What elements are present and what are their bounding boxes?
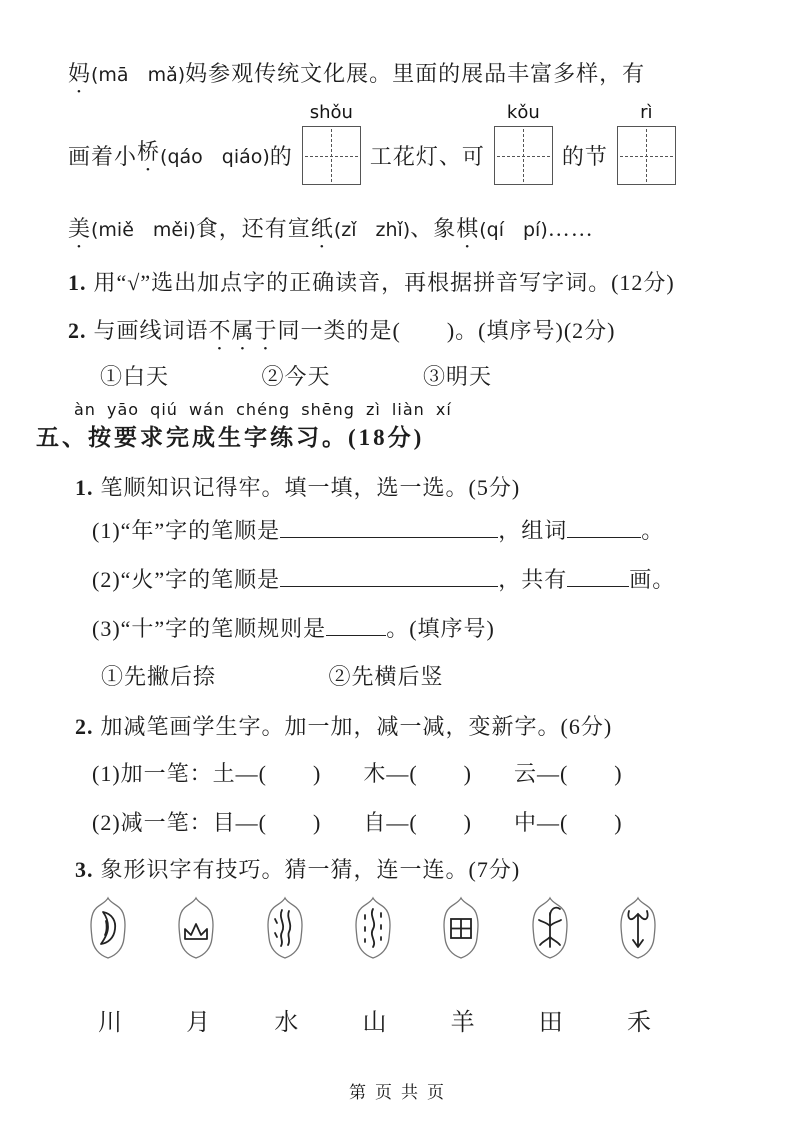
match-answer-char: 月 [186, 1010, 211, 1036]
passage-text: 画着小 [68, 144, 138, 169]
question-text: 与画线词语 [93, 318, 209, 343]
oracle-field-icon [437, 895, 485, 961]
fill-text: (3)“十”字的笔顺规则是 [92, 616, 327, 641]
emphasized-chars: 不属于 [208, 318, 278, 343]
item-text: 笔顺知识记得牢。填一填，选一选。(5分) [100, 475, 521, 500]
pictograph-badge [614, 895, 662, 961]
pictograph-badge [172, 895, 220, 961]
pinyin-choice: (qí pí) [479, 219, 548, 241]
pinyin-choice: (qáo qiáo) [160, 146, 270, 168]
passage-text: 工花灯、可 [369, 144, 485, 169]
passage-line-1 [68, 57, 645, 98]
pinyin-choice: (miě měi) [91, 219, 196, 241]
answer-cell: 土—( ) [212, 761, 322, 786]
section5-item-1 [75, 471, 520, 502]
fill-text: (2)“火”字的笔顺是 [92, 567, 281, 592]
passage-text: 妈参观传统文化展。里面的展品丰富多样，有 [185, 61, 646, 86]
fill-row-2 [92, 563, 675, 594]
emphasized-char: 棋 [456, 216, 480, 241]
match-answer-char: 田 [538, 1010, 563, 1036]
section5-item-3 [75, 853, 520, 884]
blank-line [567, 582, 629, 587]
pinyin-label: shǒu [309, 102, 353, 123]
question-1 [68, 266, 675, 297]
stroke-rule-choices [101, 660, 444, 691]
question-2 [68, 314, 616, 355]
section5-item-2 [75, 710, 612, 741]
passage-text: 的 [269, 144, 293, 169]
fill-row-3 [92, 612, 495, 643]
passage-line-3 [68, 212, 594, 253]
oracle-mountain-icon [172, 895, 220, 961]
section-heading: 五、按要求完成生字练习。(18分) [36, 425, 425, 450]
option-1: ①白天 [100, 364, 170, 389]
fill-text: (1)“年”字的笔顺是 [92, 518, 281, 543]
writing-grid-box [494, 102, 553, 185]
match-answer-char: 山 [362, 1010, 387, 1036]
answer-cell: 自—( ) [363, 810, 472, 835]
pictograph-badge [526, 895, 574, 961]
item-number: 3. [75, 857, 94, 882]
option-2: ②今天 [261, 364, 331, 389]
passage-text: 、象 [410, 216, 457, 241]
pinyin-label: rì [640, 102, 653, 123]
emphasized-char: 美 [68, 216, 92, 241]
item-text: 象形识字有技巧。猜一猜，连一连。(7分) [100, 857, 521, 882]
passage-text: 食，还有宣 [195, 216, 311, 241]
emphasized-char: 妈 [68, 61, 92, 86]
answer-cell: 云—( ) [513, 761, 623, 786]
fill-text: ，组词 [498, 518, 568, 543]
match-answer-row [98, 1002, 651, 1037]
option-3: ③明天 [423, 364, 493, 389]
fill-row-1 [92, 514, 664, 545]
pinyin-choice: (zǐ zhǐ) [333, 219, 411, 241]
fill-text: 。(填序号) [386, 616, 495, 641]
match-answer-char: 水 [274, 1010, 299, 1036]
fill-text: 。 [641, 518, 665, 543]
item-text: 加减笔画学生字。加一加，减一减，变新字。(6分) [100, 714, 613, 739]
question-2-options [100, 360, 492, 391]
pictograph-badge [261, 895, 309, 961]
emphasized-char: 纸 [310, 216, 334, 241]
passage-text: …… [547, 216, 594, 241]
oracle-grain-icon [526, 895, 574, 961]
row-label: (1)加一笔： [92, 761, 213, 786]
pictograph-badge-row [84, 895, 662, 961]
remove-stroke-row [92, 806, 623, 837]
emphasized-char: 桥 [137, 139, 161, 164]
item-number: 1. [75, 475, 94, 500]
writing-grid-box [302, 102, 361, 185]
item-number: 2. [75, 714, 94, 739]
question-number: 1. [68, 270, 87, 295]
pictograph-badge [84, 895, 132, 961]
question-text: 同一类的是( )。(填序号)(2分) [277, 318, 616, 343]
blank-line [567, 533, 641, 538]
oracle-sheep-icon [614, 895, 662, 961]
fill-text: 画。 [629, 567, 676, 592]
choice-1: ①先撇后捺 [101, 664, 217, 689]
match-answer-char: 川 [98, 1010, 122, 1036]
blank-line [280, 582, 498, 587]
page-footer: 第页共页 [349, 1083, 453, 1103]
oracle-moon-icon [84, 895, 132, 961]
choice-2: ②先横后竖 [328, 664, 444, 689]
writing-grid-box [617, 102, 676, 185]
fill-text: ，共有 [498, 567, 568, 592]
match-answer-char: 羊 [450, 1010, 475, 1036]
pinyin-label: kǒu [506, 102, 540, 123]
answer-cell: 中—( ) [513, 810, 623, 835]
answer-cell: 木—( ) [363, 761, 472, 786]
pictograph-badge [349, 895, 397, 961]
match-answer-char: 禾 [626, 1010, 651, 1036]
oracle-river-icon [261, 895, 309, 961]
blank-line [280, 533, 498, 538]
pictograph-badge [437, 895, 485, 961]
oracle-water-icon [349, 895, 397, 961]
add-stroke-row [92, 757, 623, 788]
row-label: (2)减一笔： [92, 810, 213, 835]
heading-pinyin: àn yāo qiú wán chéng shēng zì liàn xí [74, 400, 452, 419]
question-text: 用“√”选出加点字的正确读音，再根据拼音写字词。(12分) [93, 270, 675, 295]
pinyin-choice: (mā mǎ) [91, 64, 186, 86]
question-number: 2. [68, 318, 87, 343]
passage-text: 的节 [561, 144, 608, 169]
blank-line [326, 631, 386, 636]
passage-line-2 [68, 102, 685, 185]
answer-cell: 目—( ) [212, 810, 322, 835]
